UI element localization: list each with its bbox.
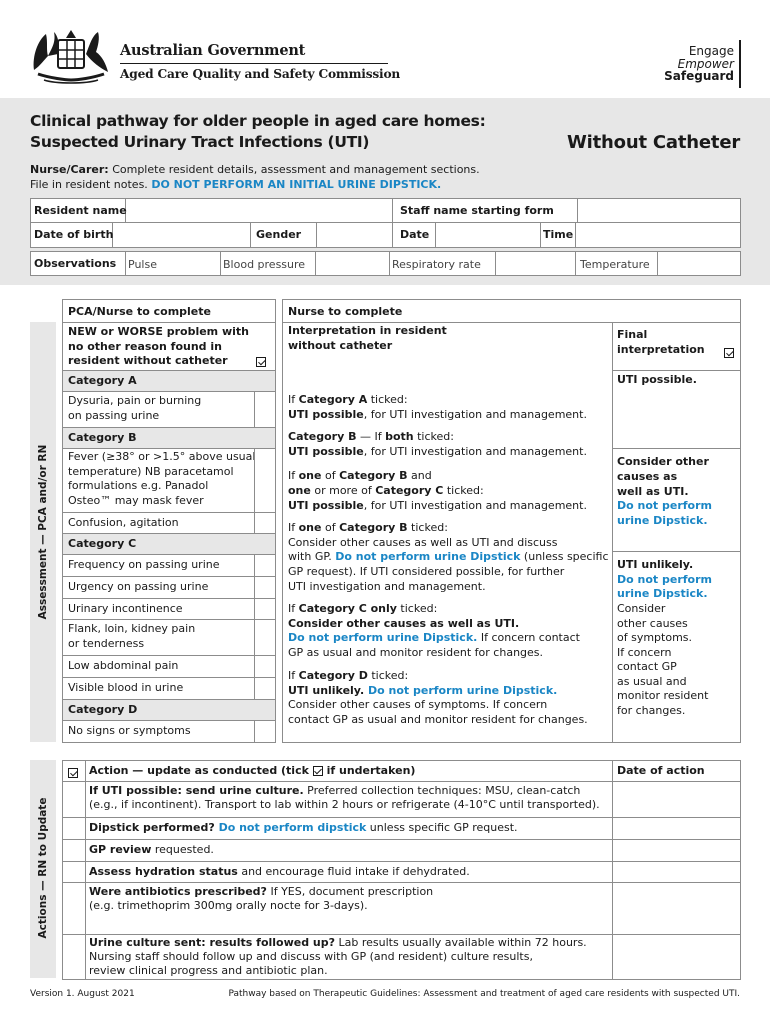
form-divider: [392, 198, 393, 248]
symptom-text: or tenderness: [68, 636, 145, 650]
action-text: (e.g. trimethoprim 300mg orally nocte for 3-days).: [89, 899, 368, 912]
symptom-row[interactable]: [63, 655, 275, 677]
rule-text: GP request). If UTI considered possible, for further: [288, 565, 565, 578]
page-title-line1: Clinical pathway for older people in aged care homes:: [30, 112, 486, 130]
check-icon: [313, 766, 323, 776]
form-divider: [250, 222, 251, 248]
action-row-urine-culture[interactable]: If UTI possible: send urine culture. Preferred collection techniques: MSU, clean-catch (e.g., if incontinent). Transport to lab within 2 hours or refrigerate (4-10°C until transported).: [63, 781, 740, 817]
symptom-text: temperature) NB paracetamol: [68, 464, 234, 478]
tagline-safeguard: Safeguard: [664, 69, 734, 83]
observations-label: Observations: [34, 257, 117, 270]
symptom-text: Visible blood in urine: [68, 681, 184, 694]
dob-field[interactable]: [113, 223, 249, 247]
dipstick-warning: Do not perform dipstick: [214, 821, 367, 834]
time-label: Time: [543, 228, 574, 241]
respiratory-rate-field[interactable]: [495, 252, 573, 275]
rule-category-b: Category B: [288, 430, 357, 443]
tagline-rule: [739, 40, 741, 88]
temperature-field[interactable]: [657, 252, 740, 275]
final-text: other causes: [617, 617, 688, 630]
symptom-text: Urgency on passing urine: [68, 580, 209, 593]
symptom-row[interactable]: [63, 554, 275, 576]
final-text: If concern: [617, 646, 672, 659]
instructions-line1: Complete resident details, assessment and management sections.: [112, 163, 480, 176]
final-consider-line: causes as: [617, 470, 678, 483]
category-c-row: [63, 533, 275, 554]
rule-category-a: Category A: [298, 393, 368, 406]
final-head-line: Final: [617, 328, 648, 341]
pca-subhead-line: no other reason found in: [68, 339, 222, 353]
final-text: Consider: [617, 602, 666, 615]
pca-column-head: PCA/Nurse to complete: [68, 305, 211, 318]
final-head-line: interpretation: [617, 343, 705, 356]
symptom-text: Confusion, agitation: [68, 516, 179, 529]
instructions: [30, 163, 480, 192]
blood-pressure-field[interactable]: [315, 252, 387, 275]
resident-name-field[interactable]: [126, 199, 391, 221]
date-of-action-head: Date of action: [617, 764, 705, 777]
rule-category-d: Category D: [298, 669, 368, 682]
dipstick-warning: DO NOT PERFORM AN INITIAL URINE DIPSTICK.: [151, 177, 442, 191]
tagline-engage: Engage: [688, 44, 734, 58]
category-b-label: Category B: [68, 431, 137, 444]
symptom-text: No signs or symptoms: [68, 724, 191, 737]
dipstick-warning: Do not perform urine Dipstick.: [288, 631, 478, 644]
category-a-label: Category A: [68, 374, 137, 387]
pulse-field[interactable]: [165, 252, 218, 275]
symptom-text: Flank, loin, kidney pain: [68, 622, 196, 635]
staff-name-field[interactable]: [578, 199, 740, 221]
rule-text: , for UTI investigation and management.: [363, 499, 587, 512]
final-interpretation-column: [613, 300, 741, 742]
staff-name-label: Staff name starting form: [400, 204, 554, 217]
dob-label: Date of birth: [34, 228, 114, 241]
blood-pressure-label: Blood pressure: [223, 258, 306, 271]
rule-text: contact GP as usual and monitor resident for changes.: [288, 713, 588, 726]
rule-text: Consider other causes as well as UTI and discuss: [288, 536, 558, 549]
header-rule: [120, 63, 388, 64]
tagline-empower: Empower: [677, 56, 734, 71]
check-icon: [68, 768, 78, 778]
final-text: contact GP: [617, 660, 677, 673]
tagline: [664, 45, 734, 83]
rule-category-b-one: Category B: [339, 521, 408, 534]
interpretation-head-line: Interpretation in resident: [288, 324, 447, 337]
symptom-row[interactable]: [63, 391, 275, 427]
resident-name-label: Resident name: [34, 204, 127, 217]
rule-text: UTI investigation and management.: [288, 580, 486, 593]
symptom-text: Dysuria, pain or burning: [68, 394, 202, 407]
final-text: of symptoms.: [617, 631, 693, 644]
nurse-column: Nurse to complete Interpretation in resident without catheter If Category A ticked: UTI possible, for UTI investigation and management. Category B — If both ticked: UTI possible, for UTI investigation and management. If one of Category B and one or more of Category C ticked: UTI possible, for UTI investigation and management. If one of Category B ticked: Consider other causes as well as UTI and discuss with GP. Do not perform urine Dipstick (unless specific GP request). If UTI considered possible, for further UTI investigation and management. If Category C only ticked: Consider other causes as well as UTI. Do not perform urine Dipstick. If concern contact GP as usual and monitor resident for changes. If Category D ticked: UTI unlikely. Do not perform urine Dipstick. Consider other causes of symptoms. If concern contact GP as usual and monitor resident for changes. Final interpretation UTI possible. Consider other causes as well as UTI. Do not perform urine Dipstick. UTI unlikely. Do not perform urine Dipstick. Consider other causes of symptoms. If concern contact GP as usual and monitor resident for changes.: [282, 299, 741, 743]
rule-text: , for UTI investigation and management.: [363, 445, 587, 458]
final-consider-line: Consider other: [617, 455, 709, 468]
nurse-column-head: Nurse to complete: [288, 305, 403, 318]
date-label: Date: [400, 228, 430, 241]
symptom-row[interactable]: [63, 598, 275, 619]
actions-side-label: Actions — RN to Update: [37, 797, 49, 939]
dipstick-warning: urine Dipstick.: [617, 587, 708, 600]
commission-name: Aged Care Quality and Safety Commission: [120, 67, 401, 81]
symptom-row[interactable]: [63, 619, 275, 655]
symptom-row[interactable]: [63, 448, 275, 512]
version-label: Version 1. August 2021: [30, 989, 135, 999]
interpretation-head-line: without catheter: [288, 339, 393, 352]
source-note: Pathway based on Therapeutic Guidelines: Assessment and treatment of aged care residents with suspected UTI.: [228, 989, 740, 999]
rule-text: , for UTI investigation and management.: [363, 408, 587, 421]
category-d-label: Category D: [68, 703, 138, 716]
catheter-status-title: Without Catheter: [567, 132, 740, 153]
pulse-label: Pulse: [128, 258, 157, 271]
pca-subhead: [63, 322, 275, 370]
final-text: for changes.: [617, 704, 686, 717]
form-divider: [540, 222, 541, 248]
final-text: monitor resident: [617, 689, 709, 702]
symptom-text: Urinary incontinence: [68, 602, 183, 615]
action-text: Nursing staff should follow up and discuss with GP (and resident) culture results,: [89, 950, 533, 963]
symptom-row[interactable]: [63, 512, 275, 533]
gender-label: Gender: [256, 228, 302, 241]
check-icon: [256, 357, 266, 367]
symptom-row[interactable]: [63, 677, 275, 699]
final-uti-possible: UTI possible.: [617, 373, 697, 386]
rule-text: Consider other causes as well as UTI.: [288, 617, 520, 630]
pca-column: [62, 299, 276, 743]
temperature-label: Temperature: [580, 258, 650, 271]
actions-head: Action — update as conducted (tick if undertaken): [89, 764, 416, 777]
final-uti-unlikely: UTI unlikely.: [617, 558, 694, 571]
action-row-hydration[interactable]: Assess hydration status and encourage fluid intake if dehydrated.: [63, 861, 740, 882]
government-name: Australian Government: [120, 42, 306, 59]
category-b-row: [63, 427, 275, 448]
final-consider-line: well as UTI.: [617, 485, 689, 498]
instructions-lead: Nurse/Carer:: [30, 163, 109, 176]
date-field[interactable]: [436, 223, 539, 247]
rule-category-bc: Category B: [339, 469, 408, 482]
category-a-row: [63, 370, 275, 391]
category-c-label: Category C: [68, 537, 137, 550]
action-text: review clinical progress and antibiotic plan.: [89, 964, 328, 977]
check-icon: [724, 348, 734, 358]
rule-category-c: Category C only: [298, 602, 397, 615]
dipstick-warning: Do not perform urine Dipstick: [335, 550, 521, 563]
symptom-row[interactable]: [63, 720, 275, 742]
pca-subhead-line: resident without catheter: [68, 354, 228, 367]
symptom-row[interactable]: [63, 576, 275, 598]
respiratory-rate-label: Respiratory rate: [392, 258, 481, 271]
final-text: as usual and: [617, 675, 687, 688]
action-text: (e.g., if incontinent). Transport to lab within 2 hours or refrigerate (4-10°C until transported).: [89, 798, 600, 811]
assessment-side-label: Assessment — PCA and/or RN: [37, 444, 49, 620]
action-row-antibiotics[interactable]: Were antibiotics prescribed? If YES, document prescription (e.g. trimethoprim 300mg orally nocte for 3-days).: [63, 882, 740, 934]
pca-subhead-line: NEW or WORSE problem with: [68, 325, 249, 338]
action-row-gp-review[interactable]: GP review requested.: [63, 839, 740, 861]
instructions-line2: File in resident notes.: [30, 177, 148, 191]
coat-of-arms-logo: [30, 26, 112, 86]
symptom-text: on passing urine: [68, 408, 160, 422]
gender-field[interactable]: [317, 223, 391, 247]
action-row-culture-followup[interactable]: Urine culture sent: results followed up? Lab results usually available within 72 hours. Nursing staff should follow up and discuss with GP (and resident) culture results, review clinical progress and antibiotic plan.: [63, 934, 740, 979]
dipstick-warning: Do not perform urine Dipstick.: [364, 684, 558, 697]
symptom-text: Frequency on passing urine: [68, 558, 220, 571]
category-d-row: [63, 699, 275, 720]
action-row-dipstick[interactable]: Dipstick performed? Do not perform dipstick unless specific GP request.: [63, 817, 740, 839]
symptom-text: Fever (≥38° or >1.5° above usual: [68, 450, 256, 463]
dipstick-warning: urine Dipstick.: [617, 514, 708, 527]
symptom-text: Low abdominal pain: [68, 659, 179, 672]
dipstick-warning: Do not perform: [617, 573, 712, 586]
actions-table: [62, 760, 741, 980]
symptom-text: formulations e.g. Panadol: [68, 479, 209, 492]
time-field[interactable]: [576, 223, 740, 247]
rule-text: GP as usual and monitor resident for changes.: [288, 646, 544, 659]
dipstick-warning: Do not perform: [617, 499, 712, 512]
page-title-line2: Suspected Urinary Tract Infections (UTI): [30, 133, 370, 151]
symptom-text: Osteo™ may mask fever: [68, 493, 204, 507]
rule-text: Consider other causes of symptoms. If concern: [288, 698, 548, 711]
